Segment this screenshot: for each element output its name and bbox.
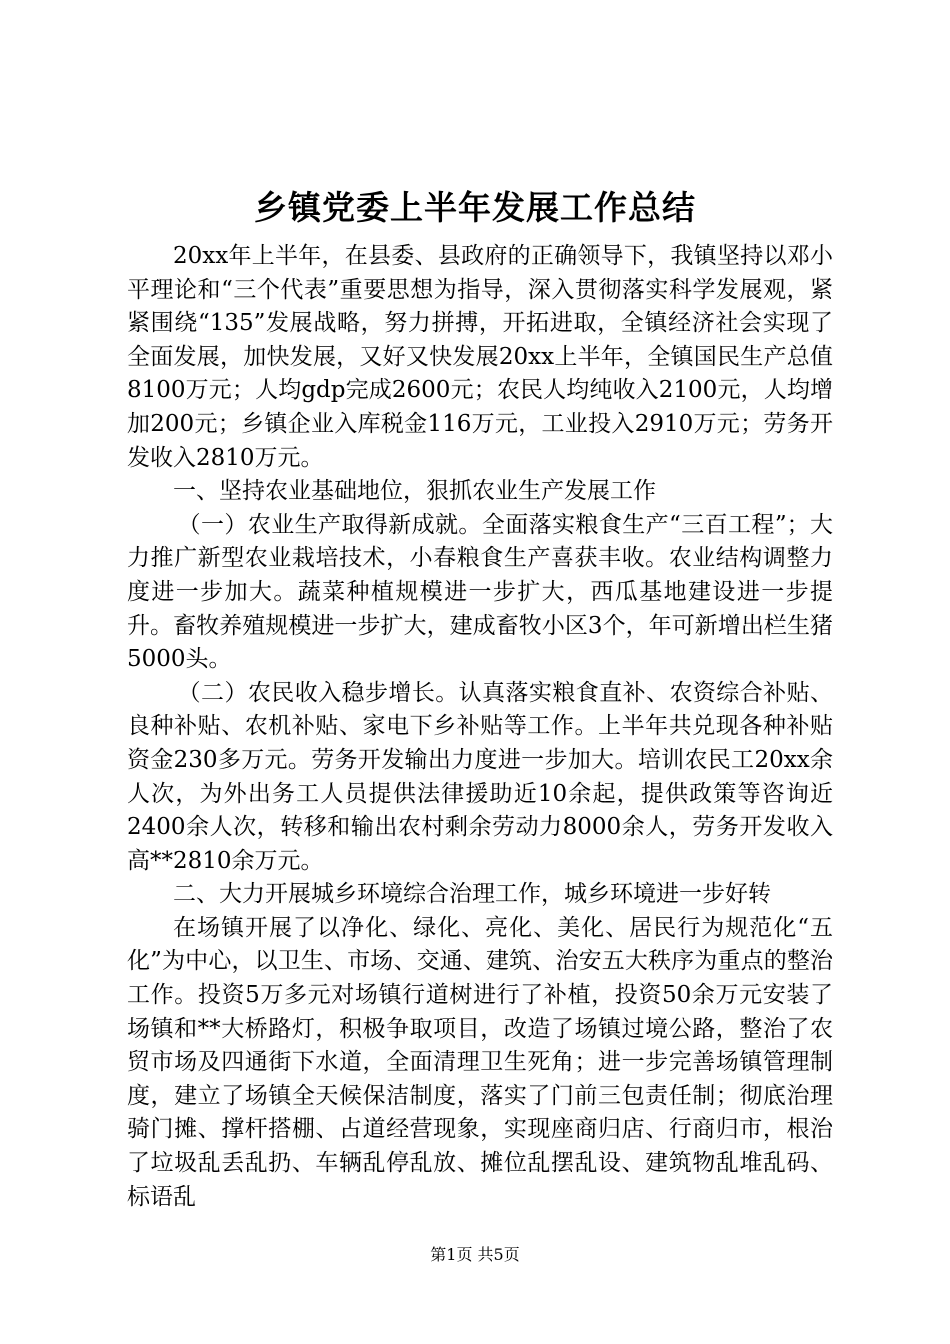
paragraph-agriculture-achievements: （一）农业生产取得新成就。全面落实粮食生产“三百工程”；大力推广新型农业栽培技术，小春粮食生产喜获丰收。农业结构调整力度进一步加大。蔬菜种植规模进一步扩大，西瓜基地建设进一步提升。畜牧养殖规模进一步扩大，建成畜牧小区3个，年可新增出栏生猪5000头。 (127, 511, 833, 673)
paragraph-town-environment: 在场镇开展了以净化、绿化、亮化、美化、居民行为规范化“五化”为中心，以卫生、市场、交通、建筑、治安五大秩序为重点的整治工作。投资5万多元对场镇行道树进行了补植，投资50余万元安装了场镇和**大桥路灯，积极争取项目，改造了场镇过境公路，整治了农贸市场及四通街下水道，全面清理卫生死角；进一步完善场镇管理制度，建立了场镇全天候保洁制度，落实了门前三包责任制；彻底治理骑门摊、撑杆搭棚、占道经营现象，实现座商归店、行商归市，根治了垃圾乱丢乱扔、车辆乱停乱放、摊位乱摆乱设、建筑物乱堆乱码、标语乱 (127, 914, 833, 1210)
section-heading-1: 一、坚持农业基础地位，狠抓农业生产发展工作 (173, 478, 656, 505)
paragraph-intro: 20xx年上半年，在县委、县政府的正确领导下，我镇坚持以邓小平理论和“三个代表”重要思想为指导，深入贯彻落实科学发展观，紧紧围绕“135”发展战略，努力拼搏，开拓进取，全镇经济社会实现了全面发展，加快发展，又好又快发展20xx上半年，全镇国民生产总值8100万元；人均gdp完成2600元；农民人均纯收入2100元，人均增加200元；乡镇企业入库税金116万元，工业投入2910万元；劳务开发收入2810万元。 (127, 243, 833, 471)
document-body (127, 240, 833, 1214)
document-title: 乡镇党委上半年发展工作总结 (254, 188, 696, 227)
page-footer: 第1页 共5页 (430, 1245, 520, 1264)
section-heading-2: 二、大力开展城乡环境综合治理工作，城乡环境进一步好转 (173, 881, 771, 908)
paragraph-farmer-income: （二）农民收入稳步增长。认真落实粮食直补、农资综合补贴、良种补贴、农机补贴、家电下乡补贴等工作。上半年共兑现各种补贴资金230多万元。劳务开发输出力度进一步加大。培训农民工20xx余人次，为外出务工人员提供法律援助近10余起，提供政策等咨询近2400余人次，转移和输出农村剩余劳动力8000余人，劳务开发收入高**2810余万元。 (127, 679, 833, 874)
